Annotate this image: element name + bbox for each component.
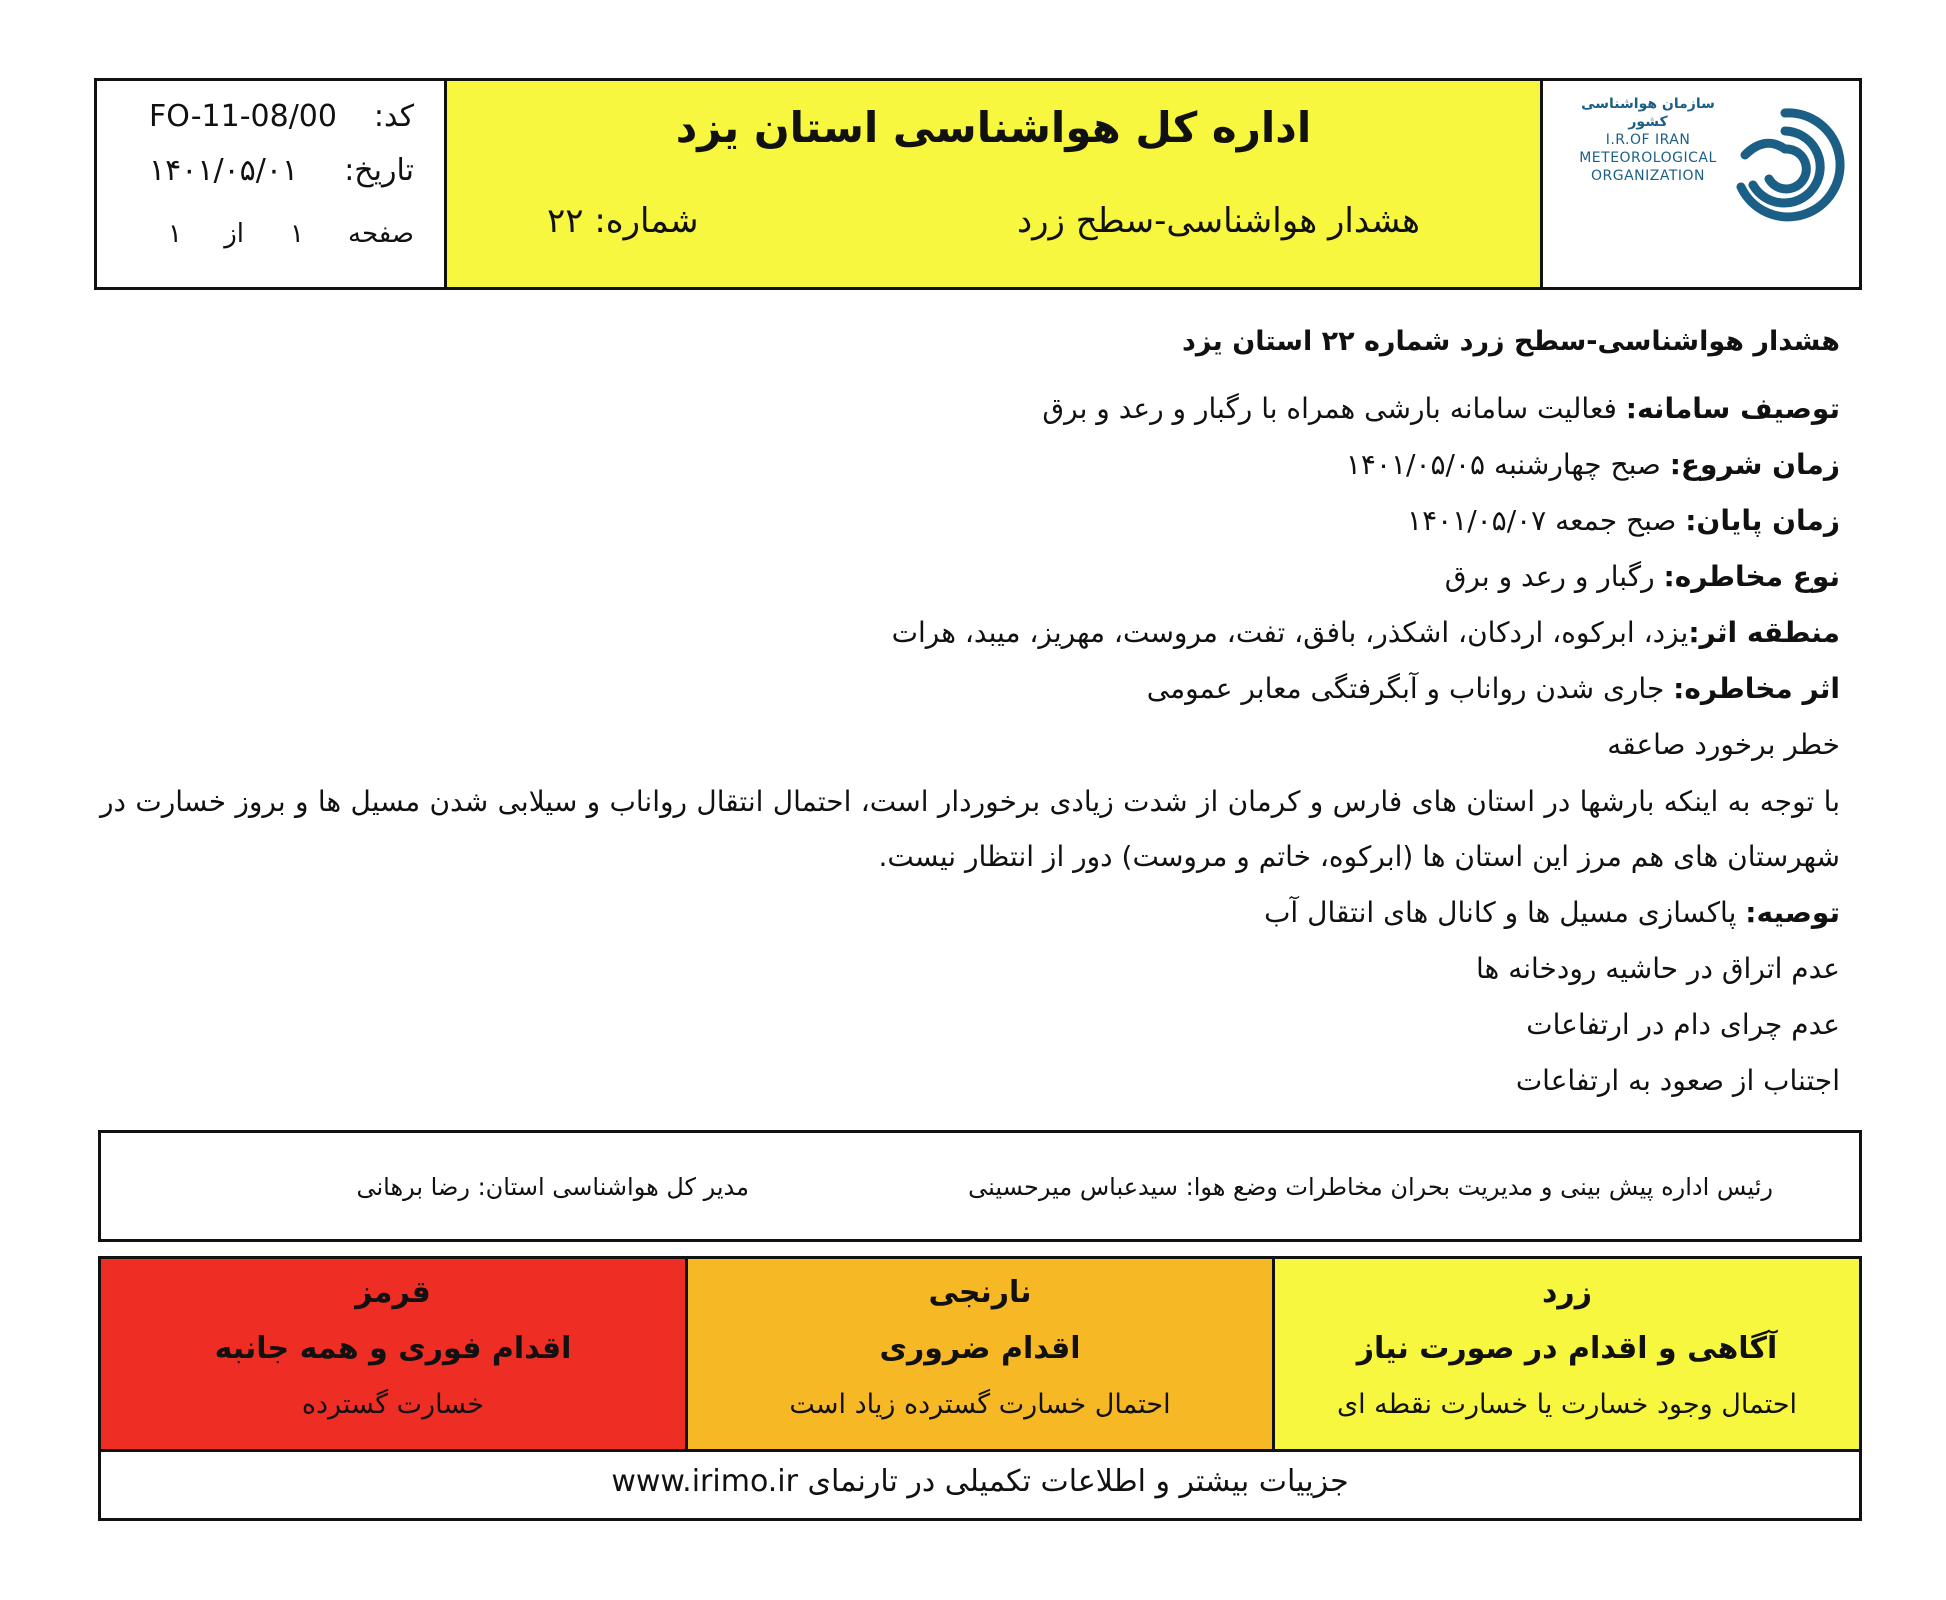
level-red [101,1259,688,1449]
effect-label: اثر مخاطره: [1673,672,1840,705]
end-value: صبح جمعه ۱۴۰۱/۰۵/۰۷ [1407,504,1686,537]
logo-persian-text: سازمان هواشناسی کشور [1581,96,1715,130]
page-number: ۱ [290,219,304,249]
system-description [1042,392,1840,425]
date-value: ۱۴۰۱/۰۵/۰۱ [149,153,299,188]
end-time [1407,504,1840,537]
title-cell [447,81,1543,287]
advice-label: توصیه: [1745,896,1840,929]
end-label: زمان پایان: [1685,504,1840,537]
warning-number: شماره: ۲۲ [547,201,699,241]
hazard-effect [1147,672,1840,705]
advice-item-1: پاکسازی مسیل ها و کانال های انتقال آب [1264,896,1746,929]
region-value: یزد، ابرکوه، اردکان، اشکذر، بافق، تفت، مروست، مهریز، میبد، هرات [891,616,1689,649]
level-red-name: قرمز [355,1275,431,1310]
system-value: فعالیت سامانه بارشی همراه با رگبار و رعد و برق [1042,392,1626,425]
irimo-logo-icon [1725,95,1845,245]
level-yellow-name: زرد [1542,1275,1592,1310]
system-label: توصیف سامانه: [1625,392,1840,425]
level-orange-description: احتمال خسارت گسترده زیاد است [789,1389,1171,1420]
logo-english-line-3: ORGANIZATION [1590,168,1706,184]
page-row [97,219,444,263]
page-title: اداره کل هواشناسی استان یزد [675,103,1312,152]
forecast-chief-signature: رئیس اداره پیش بینی و مدیریت بحران مخاطرات وضع هوا: سیدعباس میرحسینی [968,1173,1773,1201]
meta-cell [97,81,447,287]
level-orange [688,1259,1275,1449]
level-orange-name: نارنجی [928,1275,1032,1310]
level-yellow-action: آگاهی و اقدام در صورت نیاز [1356,1331,1778,1366]
start-value: صبح چهارشنبه ۱۴۰۱/۰۵/۰۵ [1345,448,1670,481]
code-row [97,99,444,143]
hazard-type [1445,560,1840,593]
level-yellow [1275,1259,1859,1449]
advice [1264,896,1840,929]
page-total: ۱ [168,219,182,249]
explanation-paragraph: با توجه به اینکه بارشها در استان های فارس و کرمان از شدت زیادی برخوردار است، احتمال انتقال رواناب و سیلابی شدن مسیل ها و بروز خسارت در شهرستان های هم مرز این استان ها (ابرکوه، خاتم و مروست) دور از انتظار نیست. [100,785,1840,873]
level-yellow-description: احتمال وجود خسارت یا خسارت نقطه ای [1336,1389,1798,1420]
body-heading: هشدار هواشناسی-سطح زرد شماره ۲۲ استان یزد [1182,326,1840,357]
code-value: FO-11-08/00 [149,99,337,134]
level-orange-action: اقدام ضروری [879,1331,1081,1366]
logo-english-line-2: METEOROLOGICAL [1579,150,1717,166]
start-time [1346,448,1840,481]
start-label: زمان شروع: [1669,448,1840,481]
page-of-label: از [224,219,244,249]
logo-text [1563,95,1733,185]
level-red-description: خسارت گسترده [301,1389,485,1420]
code-label: کد: [373,99,414,134]
date-label: تاریخ: [344,153,414,188]
region-label: منطقه اثر: [1688,616,1840,649]
director-signature: مدیر کل هواشناسی استان: رضا برهانی [356,1173,749,1201]
logo-cell [1543,81,1859,287]
warning-levels-legend [98,1256,1862,1452]
affected-region [892,616,1840,649]
advice-item-2: عدم اتراق در حاشیه رودخانه ها [1476,952,1840,985]
hazard-label: نوع مخاطره: [1663,560,1840,593]
warning-level-title: هشدار هواشناسی-سطح زرد [1016,201,1420,241]
document-header [94,78,1862,290]
hazard-value: رگبار و رعد و برق [1444,560,1664,593]
signature-box [98,1130,1862,1242]
advice-item-3: عدم چرای دام در ارتفاعات [1526,1008,1840,1041]
footer-website-note: جزییات بیشتر و اطلاعات تکمیلی در تارنمای www.irimo.ir [98,1449,1862,1521]
effect-value: جاری شدن رواناب و آبگرفتگی معابر عمومی [1146,672,1674,705]
logo-english-line-1: I.R.OF IRAN [1605,132,1691,148]
hazard-effect-2: خطر برخورد صاعقه [1607,728,1840,761]
advice-item-4: اجتناب از صعود به ارتفاعات [1515,1064,1840,1097]
level-red-action: اقدام فوری و همه جانبه [214,1331,572,1366]
page-label: صفحه [348,219,414,249]
warning-body [100,326,1840,1126]
date-row [97,153,444,197]
